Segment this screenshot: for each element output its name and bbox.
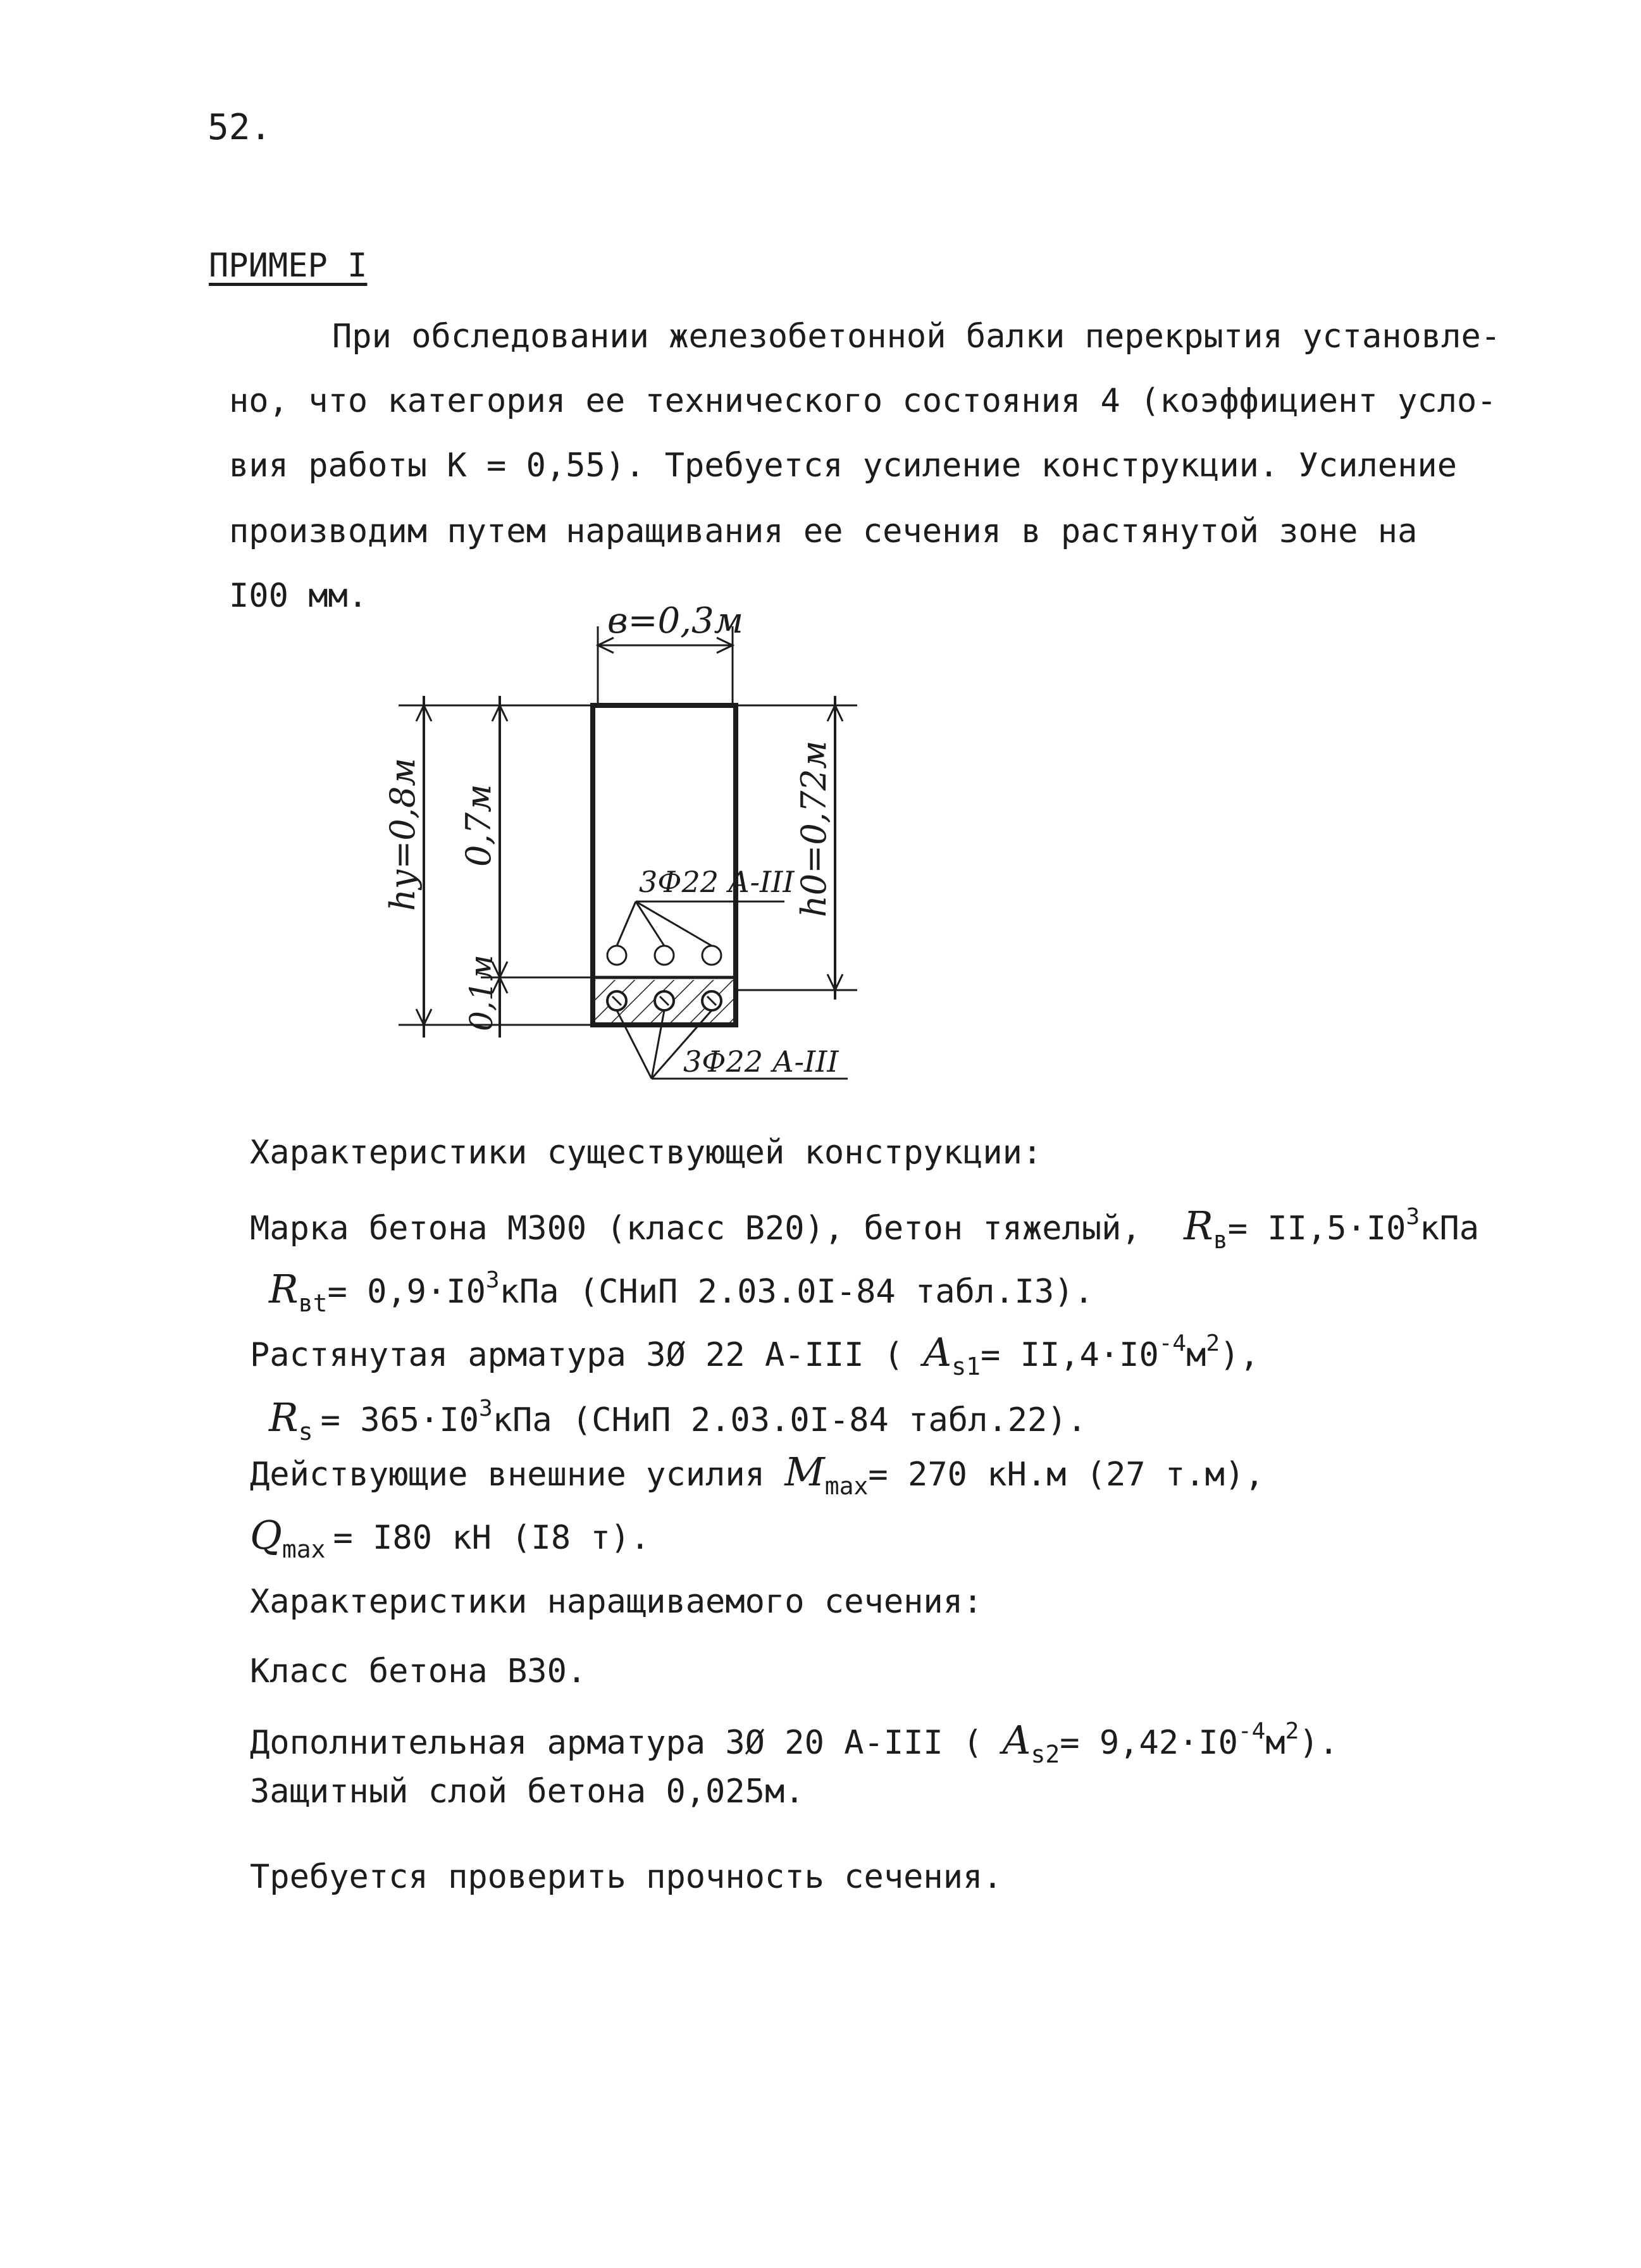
m-value: = 270 кН.м (27 т.м), [868, 1456, 1265, 1494]
concrete-grade-line [250, 1197, 1479, 1260]
rb-symbol: R [1184, 1203, 1213, 1249]
as1-symbol: A [923, 1329, 952, 1375]
rbt-symbol: R [269, 1266, 299, 1312]
rs-value: = 365·I0 [320, 1401, 480, 1439]
rs-symbol: R [269, 1394, 299, 1441]
existing-heading: Характеристики существующей конструкции: [250, 1134, 1043, 1172]
added-height-label: 0,1м [463, 955, 500, 1031]
intro-line-4: производим путем наращивания ее сечения в растянутой зоне на [229, 512, 1418, 550]
rbt-value: = 0,9·I0 [327, 1273, 486, 1311]
as2-unit: м [1265, 1724, 1285, 1762]
rs-reference: кПа (СНиП 2.03.0I-84 табл.22). [492, 1401, 1087, 1439]
rb-subscript: в [1213, 1226, 1228, 1254]
as1-exponent: -4 [1158, 1330, 1187, 1356]
intro-line-1: При обследовании железобетонной балки перекрытия установле- [332, 318, 1501, 356]
as2-value: = 9,42·I0 [1060, 1724, 1238, 1762]
h-label: 0,7м [459, 784, 498, 867]
existing-rebar-circle [702, 946, 721, 965]
as1-value: = II,4·I0 [980, 1336, 1159, 1374]
m-subscript: max [824, 1472, 869, 1500]
rs-exponent: 3 [479, 1396, 493, 1422]
forces-text: Действующие внешние усилия [250, 1456, 765, 1494]
added-rebar-text: Дополнительная арматура 3Ø 20 А-III ( [250, 1724, 983, 1762]
tension-rebar-text: Растянутая арматура 3Ø 22 А-III ( [250, 1336, 904, 1374]
q-value: = I80 кН (I8 т). [333, 1519, 650, 1557]
existing-rebar-circle [655, 946, 674, 965]
as2-tail: ). [1299, 1724, 1339, 1762]
rbt-line [269, 1260, 1094, 1323]
as2-exponent: -4 [1237, 1718, 1266, 1744]
hy-label: hу=0,8м [383, 758, 423, 911]
cover-line: Защитный слой бетона 0,025м. [250, 1773, 805, 1811]
added-concrete-class: Класс бетона В30. [250, 1652, 587, 1690]
existing-rebar-circle [607, 946, 626, 965]
existing-rebar-label: 3Ф22 А-III [639, 865, 795, 899]
intro-line-2: но, что категория ее технического состояния 4 (коэффициент усло- [229, 382, 1497, 420]
added-rebar-line [250, 1711, 1339, 1775]
rb-exponent: 3 [1406, 1204, 1420, 1230]
as1-unit-exponent: 2 [1206, 1330, 1220, 1356]
as1-unit: м [1186, 1336, 1206, 1374]
as2-symbol: A [1002, 1717, 1031, 1763]
q-line [250, 1512, 650, 1570]
q-symbol: Q [250, 1512, 282, 1558]
as1-tail: ), [1220, 1336, 1260, 1374]
page-number: 52. [207, 107, 272, 148]
tension-rebar-line [250, 1323, 1260, 1387]
h0-label: h0=0,72м [794, 740, 834, 917]
m-symbol: M [784, 1449, 825, 1495]
rb-value: = II,5·I0 [1227, 1210, 1406, 1248]
concrete-grade-text: Марка бетона М300 (класс В20), бетон тяжелый, [250, 1210, 1141, 1248]
rbt-subscript: вt [298, 1289, 328, 1317]
example-title: ПРИМЕР I [209, 247, 368, 285]
as1-subscript: s1 [951, 1353, 981, 1380]
intro-line-5: I00 мм. [229, 577, 368, 615]
q-subscript: max [282, 1535, 326, 1563]
as2-unit-exponent: 2 [1285, 1718, 1299, 1744]
intro-line-3: вия работы K = 0,55). Требуется усиление конструкции. Усиление [229, 447, 1458, 485]
rbt-exponent: 3 [485, 1267, 500, 1293]
width-label: в=0,3м [607, 600, 744, 641]
as2-subscript: s2 [1031, 1740, 1060, 1768]
rs-subscript: s [298, 1418, 313, 1446]
added-rebar-label: 3Ф22 А-III [683, 1044, 839, 1079]
rs-line [269, 1389, 1087, 1452]
added-heading: Характеристики наращиваемого сечения: [250, 1583, 983, 1621]
conclusion: Требуется проверить прочность сечения. [250, 1858, 1003, 1896]
forces-line [250, 1449, 1265, 1506]
rb-unit: кПа [1420, 1210, 1480, 1248]
rbt-reference: кПа (СНиП 2.03.0I-84 табл.I3). [499, 1273, 1094, 1311]
